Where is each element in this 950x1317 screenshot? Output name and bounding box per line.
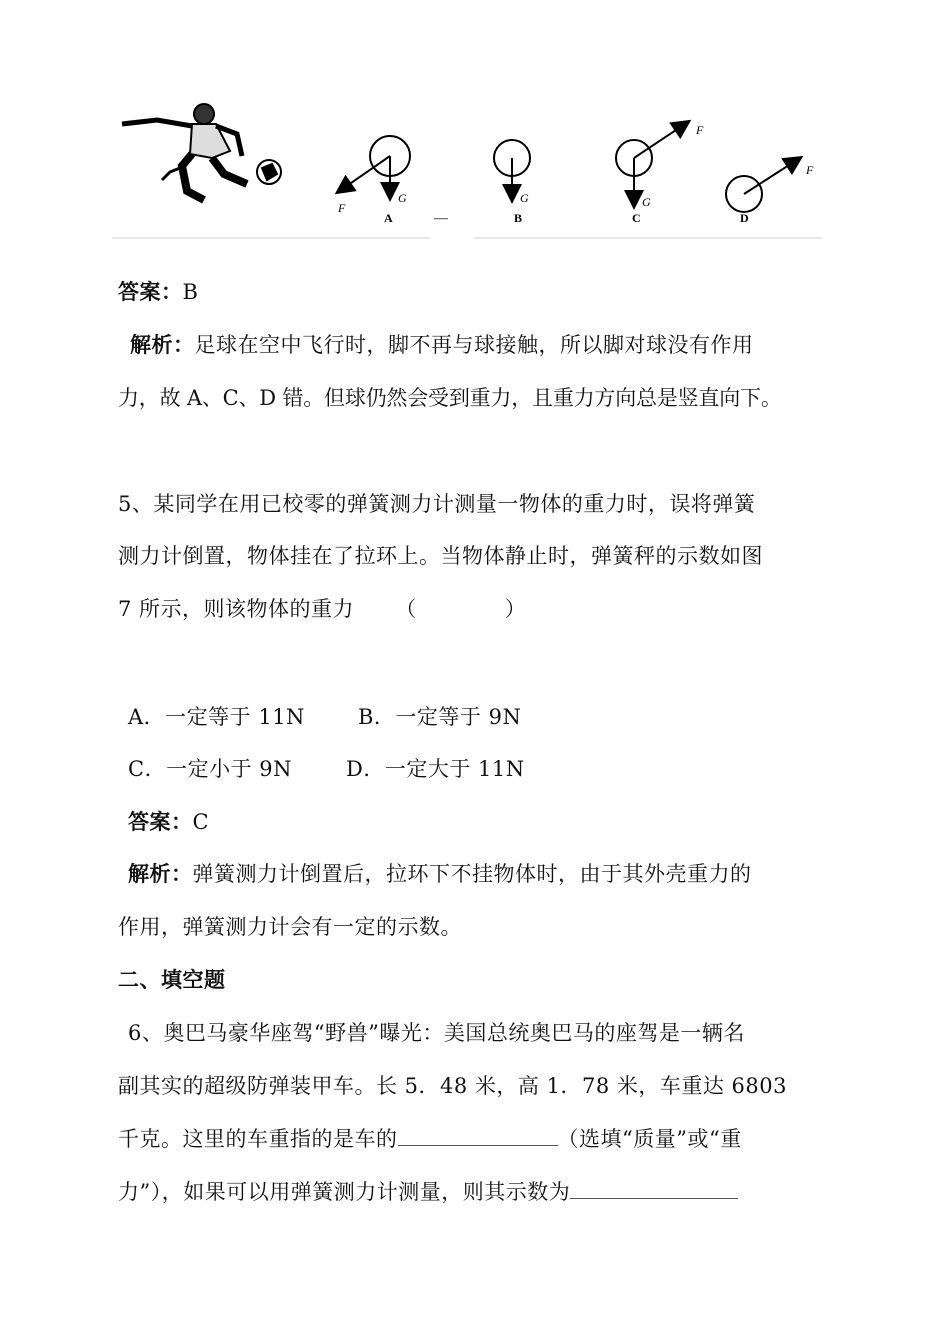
option-a-g-label: G [398, 191, 407, 205]
q5-answer-label: 答案： [128, 810, 193, 834]
q5-stem-line-3 [118, 593, 526, 623]
q5-answer-value: C [192, 810, 210, 834]
q5-analysis-label: 解析： [128, 862, 193, 886]
q6-line-1: 6、奥巴马豪华座驾“野兽”曝光：美国总统奥巴马的座驾是一辆名 [128, 1021, 745, 1045]
q4-answer-value: B [182, 280, 199, 304]
option-a-label: A [384, 211, 393, 225]
q4-answer [118, 276, 198, 306]
q4-answer-label: 答案： [118, 280, 183, 304]
q5-analysis-line-1 [128, 858, 752, 888]
force-diagram-figure [112, 96, 828, 246]
q5-answer [128, 806, 209, 836]
soccer-player-image [112, 104, 430, 238]
q5-option-c[interactable]: C．一定小于 9N [128, 757, 292, 781]
q4-analysis-line-1 [130, 329, 754, 359]
q5-option-a[interactable]: A．一定等于 11N [128, 705, 305, 729]
q6-line-3-text-b: （选填“质量”或“重 [557, 1127, 742, 1151]
option-b-g-label: G [520, 191, 529, 205]
q5-stem-line-2: 测力计倒置，物体挂在了拉环上。当物体静止时，弹簧秤的示数如图 [118, 544, 763, 568]
q6-line-4 [118, 1176, 738, 1206]
section-2-title: 二、填空题 [118, 968, 226, 992]
option-a-diagram [338, 136, 410, 198]
option-b-label: B [514, 211, 523, 225]
option-c-diagram [616, 122, 688, 206]
option-c-label: C [632, 211, 641, 225]
q5-option-b[interactable]: B．一定等于 9N [358, 705, 522, 729]
q5-stem-text-3: 7 所示，则该物体的重力 [118, 597, 355, 621]
option-c-f-label: F [696, 123, 704, 137]
q6-line-3 [118, 1123, 742, 1153]
figure-svg [112, 96, 828, 246]
option-c-g-label: G [642, 195, 651, 209]
q5-option-d[interactable]: D．一定大于 11N [346, 757, 525, 781]
q5-analysis-text-1: 弹簧测力计倒置后，拉环下不挂物体时，由于其外壳重力的 [192, 862, 752, 886]
q4-analysis-text-1: 足球在空中飞行时，脚不再与球接触，所以脚对球没有作用 [194, 333, 754, 357]
q6-blank-1[interactable] [398, 1125, 558, 1146]
option-d-label: D [740, 211, 749, 225]
q6-blank-2[interactable] [570, 1178, 738, 1199]
q5-analysis-line-2: 作用，弹簧测力计会有一定的示数。 [118, 915, 462, 939]
q5-paren-close: ） [504, 597, 527, 621]
option-d-diagram [726, 158, 800, 212]
q4-analysis-label: 解析： [130, 333, 195, 357]
q5-paren-open: （ [395, 597, 417, 621]
q5-stem-line-1: 5、某同学在用已校零的弹簧测力计测量一物体的重力时，误将弹簧 [118, 492, 756, 516]
option-d-f-label: F [806, 163, 814, 177]
q6-line-3-text-a: 千克。这里的车重指的是车的 [118, 1127, 398, 1151]
q6-line-2: 副其实的超级防弹装甲车。长 5．48 米，高 1．78 米，车重达 6803 [118, 1074, 787, 1098]
q4-analysis-line-2: 力，故 A、C、D 错。但球仍然会受到重力，且重力方向总是竖直向下。 [118, 386, 782, 410]
q6-line-4-text: 力”），如果可以用弹簧测力计测量，则其示数为 [118, 1180, 571, 1204]
figure-separator: — [434, 211, 448, 226]
option-a-f-label: F [338, 201, 346, 215]
